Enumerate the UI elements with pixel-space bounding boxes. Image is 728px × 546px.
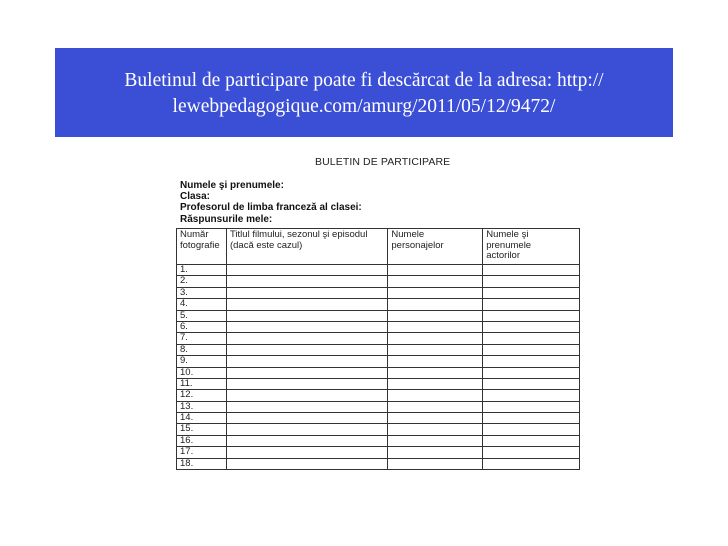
table-row <box>177 287 580 298</box>
characters-cell <box>388 276 483 287</box>
film-title-cell <box>226 287 387 298</box>
table-row <box>177 265 580 276</box>
row-number: 2. <box>177 276 227 287</box>
download-link-part2[interactable]: lewebpedagogique.com/amurg/2011/05/12/9472/ <box>172 96 556 117</box>
header-photo-number: Număr fotografie <box>177 229 227 265</box>
actors-cell <box>483 458 580 469</box>
row-number: 17. <box>177 447 227 458</box>
table-row <box>177 321 580 332</box>
actors-cell <box>483 413 580 424</box>
film-title-cell <box>226 321 387 332</box>
row-number: 10. <box>177 367 227 378</box>
row-number: 8. <box>177 344 227 355</box>
row-number: 5. <box>177 310 227 321</box>
table-header-row <box>177 229 580 265</box>
table-row <box>177 413 580 424</box>
actors-cell <box>483 367 580 378</box>
table-body <box>177 265 580 470</box>
table-row <box>177 276 580 287</box>
film-title-cell <box>226 344 387 355</box>
film-title-cell <box>226 356 387 367</box>
table-row <box>177 435 580 446</box>
film-title-cell <box>226 458 387 469</box>
row-number: 14. <box>177 413 227 424</box>
characters-cell <box>388 265 483 276</box>
film-title-cell <box>226 378 387 389</box>
characters-cell <box>388 356 483 367</box>
table-row <box>177 367 580 378</box>
field-class-label: Clasa: <box>180 191 211 203</box>
characters-cell <box>388 378 483 389</box>
characters-cell <box>388 390 483 401</box>
table-row <box>177 299 580 310</box>
table-row <box>177 401 580 412</box>
characters-cell <box>388 424 483 435</box>
characters-cell <box>388 401 483 412</box>
title-banner <box>55 48 673 137</box>
film-title-cell <box>226 435 387 446</box>
actors-cell <box>483 447 580 458</box>
actors-cell <box>483 276 580 287</box>
characters-cell <box>388 310 483 321</box>
form-fields <box>180 180 362 225</box>
row-number: 9. <box>177 356 227 367</box>
actors-cell <box>483 299 580 310</box>
actors-cell <box>483 356 580 367</box>
actors-cell <box>483 378 580 389</box>
actors-cell <box>483 435 580 446</box>
actors-cell <box>483 424 580 435</box>
header-characters: Numele personajelor <box>388 229 483 265</box>
row-number: 4. <box>177 299 227 310</box>
table-row <box>177 310 580 321</box>
answers-table <box>176 228 580 470</box>
actors-cell <box>483 321 580 332</box>
form-title: BULETIN DE PARTICIPARE <box>315 156 451 168</box>
row-number: 6. <box>177 321 227 332</box>
actors-cell <box>483 390 580 401</box>
download-link-part1[interactable]: http:// <box>557 70 604 91</box>
characters-cell <box>388 287 483 298</box>
characters-cell <box>388 299 483 310</box>
field-name-label: Numele şi prenumele: <box>180 180 284 191</box>
row-number: 16. <box>177 435 227 446</box>
characters-cell <box>388 344 483 355</box>
table-row <box>177 356 580 367</box>
table-row <box>177 333 580 344</box>
table-row <box>177 378 580 389</box>
table-row <box>177 344 580 355</box>
row-number: 12. <box>177 390 227 401</box>
characters-cell <box>388 447 483 458</box>
table-row <box>177 447 580 458</box>
actors-cell <box>483 287 580 298</box>
characters-cell <box>388 435 483 446</box>
film-title-cell <box>226 265 387 276</box>
film-title-cell <box>226 390 387 401</box>
row-number: 15. <box>177 424 227 435</box>
row-number: 1. <box>177 265 227 276</box>
banner-text: Buletinul de participare poate fi descărcat de la adresa: <box>124 70 557 91</box>
characters-cell <box>388 367 483 378</box>
table-row <box>177 458 580 469</box>
actors-cell <box>483 310 580 321</box>
actors-cell <box>483 333 580 344</box>
table-row <box>177 424 580 435</box>
actors-cell <box>483 265 580 276</box>
row-number: 7. <box>177 333 227 344</box>
film-title-cell <box>226 276 387 287</box>
row-number: 11. <box>177 378 227 389</box>
characters-cell <box>388 458 483 469</box>
header-actors: Numele şi prenumele actorilor <box>483 229 580 265</box>
characters-cell <box>388 321 483 332</box>
header-film-title: Titlul filmului, sezonul şi episodul (dacă este cazul) <box>226 229 387 265</box>
film-title-cell <box>226 424 387 435</box>
row-number: 13. <box>177 401 227 412</box>
film-title-cell <box>226 333 387 344</box>
actors-cell <box>483 344 580 355</box>
film-title-cell <box>226 299 387 310</box>
field-teacher-label: Profesorul de limba franceză al clasei: <box>180 202 362 214</box>
row-number: 18. <box>177 458 227 469</box>
film-title-cell <box>226 310 387 321</box>
film-title-cell <box>226 447 387 458</box>
row-number: 3. <box>177 287 227 298</box>
table-row <box>177 390 580 401</box>
film-title-cell <box>226 367 387 378</box>
field-answers-label: Răspunsurile mele: <box>180 213 273 225</box>
characters-cell <box>388 413 483 424</box>
film-title-cell <box>226 413 387 424</box>
film-title-cell <box>226 401 387 412</box>
actors-cell <box>483 401 580 412</box>
characters-cell <box>388 333 483 344</box>
